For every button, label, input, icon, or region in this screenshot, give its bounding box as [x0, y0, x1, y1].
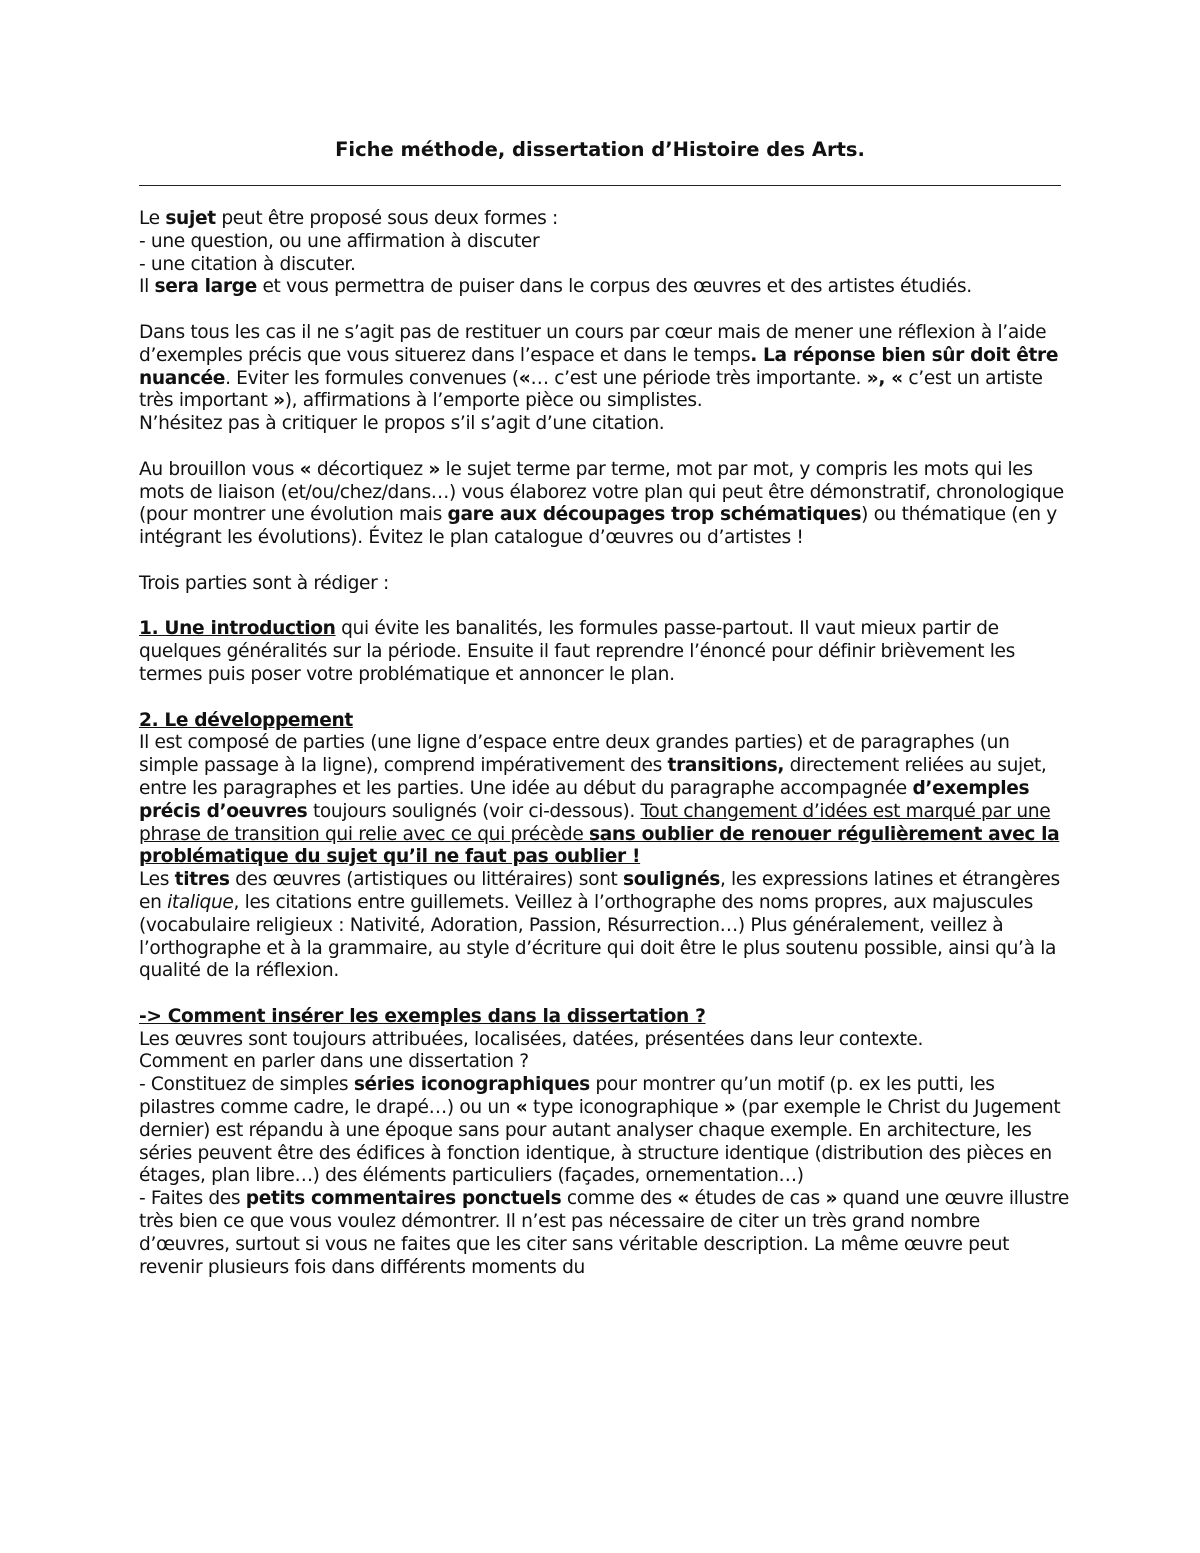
bold-run: gare aux découpages trop schématiques	[447, 504, 862, 526]
underlined-run: Tout changement d’idées est marqué par une phrase de transition qui relie avec ce qui précède	[139, 800, 1051, 845]
bold-run: titres	[174, 869, 230, 891]
bold-run: sera large	[154, 276, 257, 298]
paragraph-trois-parties: Trois parties sont à rédiger :	[139, 572, 389, 594]
bold-run: soulignés	[623, 869, 720, 891]
text-run: - Constituez de simples	[139, 1074, 354, 1096]
page-title: Fiche méthode, dissertation d’Histoire des Arts.	[335, 138, 865, 161]
section-developpement	[139, 710, 1074, 984]
text-run: - Faites des	[139, 1188, 246, 1210]
bold-run: »	[825, 1188, 838, 1210]
paragraph-brouillon	[139, 459, 1074, 550]
bold-run: », «	[866, 367, 903, 389]
text-run: Au brouillon vous	[139, 458, 300, 480]
bold-run: transitions,	[667, 755, 785, 777]
intro-paragraph	[139, 208, 1074, 299]
bold-underlined-run: sans oublier de renouer régulièrement avec la problématique du sujet qu’il ne faut pas oublier !	[139, 823, 1060, 868]
text-run: toujours soulignés (voir ci-dessous).	[307, 800, 641, 822]
text-run: (par exemple le Christ du Jugement dernier) est répandu à une époque sans pour autant analyser chaque exemple. En architecture, les séries peuvent être des édifices à fonction identique, à structure identique (distribution des pièces en étages, plan libre…) des éléments particuliers (façades, ornementation…)	[139, 1097, 1061, 1187]
bold-run: «	[518, 367, 531, 389]
paragraph-method	[139, 322, 1074, 436]
text-run: … c’est une période très importante.	[530, 367, 867, 389]
text-run: des œuvres (artistiques ou littéraires) sont	[229, 869, 624, 891]
text-run: Les	[139, 869, 175, 891]
text-run: Dans tous les cas il ne s’agit pas de restituer un cours par cœur mais de mener une réflexion à l’aide d’exemples précis que vous situerez dans l’espace et dans le temps	[139, 321, 1047, 366]
text-run: Les œuvres sont toujours attribuées, localisées, datées, présentées dans leur contexte.	[139, 1028, 924, 1050]
text-run: Il est composé de parties (une ligne d’espace entre deux grandes parties) et de paragraphes (un simple passage à la ligne), comprend impérativement des	[139, 732, 1010, 777]
bold-run: »	[428, 458, 440, 480]
bold-run: «	[515, 1097, 528, 1119]
title-divider	[139, 185, 1061, 186]
document-body	[139, 208, 1074, 1279]
text-run: le sujet terme par terme, mot par mot, y compris les mots qui les mots de liaison (et/ou/chez/dans…) vous élaborez votre plan qui peut être démonstratif, chronologique (pour montrer une évolution mais	[139, 458, 1064, 526]
text-run: , les citations entre guillemets. Veillez à l’orthographe des noms propres, aux majuscules (vocabulaire religieux : Nativité, Adoration, Passion, Résurrection…) Plus généralement, veillez à l’orthographe et à la grammaire, au style d’écriture qui doit être le plus soutenu possible, ainsi qu’à la qualité de la réflexion.	[139, 891, 1057, 982]
text-run: Le	[139, 208, 166, 229]
bold-run: »	[273, 390, 285, 412]
list-item: - une citation à discuter.	[139, 253, 356, 275]
text-run: quand une œuvre illustre très bien ce que vous voulez démontrer. Il n’est pas nécessaire de citer un très grand nombre d’œuvres, surtout si vous ne faites que les citer sans véritable description. La même œuvre peut revenir plusieurs fois dans différents moments du	[139, 1188, 1070, 1278]
text-run: N’hésitez pas à critiquer le propos s’il s’agit d’une citation.	[139, 413, 665, 435]
list-item: - une question, ou une affirmation à discuter	[139, 230, 540, 252]
text-run: et vous permettra de puiser dans le corpus des œuvres et des artistes étudiés.	[256, 276, 972, 298]
bold-run: «	[677, 1188, 690, 1210]
bold-run: . La réponse bien sûr doit être nuancée	[139, 344, 1059, 389]
section-heading: 1. Une introduction	[139, 618, 336, 640]
bold-run: «	[299, 458, 312, 480]
bold-run: petits commentaires ponctuels	[245, 1188, 562, 1210]
text-run: , les expressions latines et étrangères en	[139, 869, 1060, 913]
text-run: ), affirmations à l’emporte pièce ou simplistes.	[284, 390, 703, 412]
text-run: type iconographique	[527, 1097, 724, 1119]
bold-run: »	[723, 1097, 736, 1119]
italic-run: italique	[167, 891, 234, 913]
text-run: pour montrer qu’un motif (p. ex les putti, les pilastres comme cadre, le drapé…) ou un	[139, 1074, 995, 1119]
section-exemples	[139, 1006, 1074, 1280]
section-introduction	[139, 618, 1074, 686]
text-run: . Eviter les formules convenues (	[225, 367, 519, 389]
bold-run: d’exemples précis d’oeuvres	[139, 777, 1030, 822]
text-run: Comment en parler dans une dissertation ?	[139, 1051, 529, 1073]
text-run: c’est un artiste très important	[139, 367, 1043, 412]
section-heading: 2. Le développement	[139, 709, 353, 731]
section-heading: -> Comment insérer les exemples dans la dissertation ?	[139, 1005, 706, 1027]
text-run: qui évite les banalités, les formules passe-partout. Il vaut mieux partir de quelques généralités sur la période. Ensuite il faut reprendre l’énoncé pour définir brièvement les termes puis poser votre problématique et annoncer le plan.	[139, 618, 1015, 685]
text-run: études de cas	[689, 1188, 826, 1210]
text-run: décortiquez	[311, 458, 429, 480]
text-run: directement reliées au sujet, entre les paragraphes et les parties. Une idée au début du paragraphe accompagnée	[139, 755, 1047, 799]
text-run: comme des	[561, 1188, 678, 1210]
text-run: Il	[139, 276, 155, 298]
bold-run: séries iconographiques	[353, 1074, 590, 1096]
text-run: ) ou thématique (en y intégrant les évolutions). Évitez le plan catalogue d’œuvres ou d’artistes !	[139, 504, 1057, 549]
bold-run: sujet	[165, 208, 216, 229]
text-run: peut être proposé sous deux formes :	[215, 208, 558, 229]
